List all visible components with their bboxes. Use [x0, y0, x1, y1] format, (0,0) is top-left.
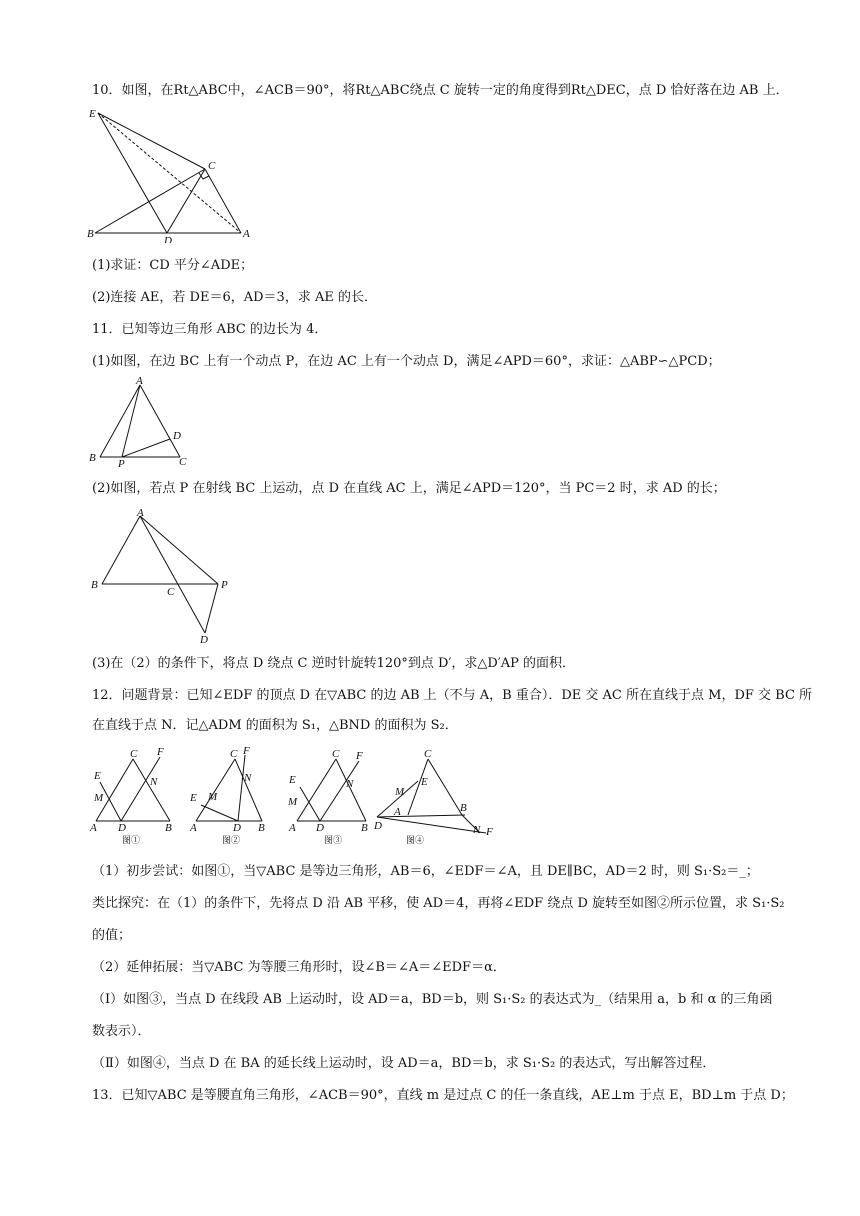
q11-f2-label-d: D: [200, 634, 208, 646]
q12-caption-1: 图①: [122, 835, 141, 845]
q12-f4-label-f: F: [486, 826, 493, 838]
q12-f1-label-f: F: [157, 746, 164, 758]
q12-f2-label-b: B: [258, 822, 265, 834]
q12-f2-label-n: N: [244, 772, 252, 784]
q11-part3: (3)在（2）的条件下，将点 D 绕点 C 逆时针旋转120°到点 D′，求△D′AP 的面积．: [92, 656, 576, 671]
q10-label-e: E: [89, 108, 96, 120]
q11-f2-label-p: P: [221, 579, 228, 591]
q10-label-b: B: [87, 228, 94, 240]
q12-p2a: 类比探究：在（1）的条件下，先将点 D 沿 AB 平移，使 AD＝4，再将∠EDF 绕点 D 旋转至如图②所示位置，求 S₁·S₂: [92, 896, 785, 911]
q12-f2-label-d: D: [233, 822, 241, 834]
q10-label-c: C: [208, 160, 216, 172]
q11-f2-label-c: C: [167, 586, 175, 598]
q11-part1: (1)如图，在边 BC 上有一个动点 P，在边 AC 上有一个动点 D，满足∠APD＝60°，求证：△ABP∽△PCD；: [92, 354, 721, 369]
q12-f3-label-n: N: [346, 778, 354, 790]
q10-label-d: D: [164, 235, 172, 243]
q11-f2-label-a: A: [137, 507, 144, 519]
q12-f3-label-a: A: [289, 822, 296, 834]
q12-caption-2: 图②: [222, 835, 241, 845]
q12-p4b: 数表示）．: [92, 1024, 151, 1039]
q12-caption-4: 图④: [406, 835, 425, 845]
q12-f2-label-c: C: [230, 748, 238, 760]
q12-f2-label-m: M: [208, 791, 218, 803]
q12-f3-label-e: E: [289, 774, 296, 786]
q12-f1-label-b: B: [165, 822, 172, 834]
q12-p1: （1）初步尝试：如图①，当▽ABC 是等边三角形，AB＝6，∠EDF＝∠A，且 DE∥BC，AD＝2 时，则 S₁·S₂＝_；: [92, 864, 759, 879]
q11-f2-label-b: B: [91, 579, 98, 591]
q12-text-2: 在直线于点 N．记△ADM 的面积为 S₁，△BND 的面积为 S₂．: [92, 718, 458, 733]
q12-p2b: 的值；: [92, 928, 132, 943]
q11-part2: (2)如图，若点 P 在射线 BC 上运动，点 D 在直线 AC 上，满足∠APD＝120°，当 PC＝2 时，求 AD 的长；: [92, 481, 726, 496]
q11-figure-2: [85, 503, 245, 646]
q12-f1-label-a: A: [90, 822, 97, 834]
q12-f1-label-e: E: [94, 770, 101, 782]
q10-figure: [85, 103, 260, 243]
q12-caption-3: 图③: [324, 835, 343, 845]
q12-f3-label-d: D: [316, 822, 324, 834]
q10-label-a: A: [243, 228, 250, 240]
q11-f1-label-a: A: [136, 375, 143, 387]
q12-p4a: （Ⅰ）如图③，当点 D 在线段 AB 上运动时，设 AD＝a，BD＝b，则 S₁·S₂ 的表达式为_（结果用 a，b 和 α 的三角函: [92, 992, 773, 1007]
q12-f3-label-m: M: [288, 796, 298, 808]
q12-figures: [88, 745, 508, 855]
q12-f3-label-f: F: [356, 750, 363, 762]
q10-part1: (1)求证：CD 平分∠ADE；: [92, 258, 254, 273]
q12-f4-label-n: N: [473, 824, 481, 836]
q12-f1-label-c: C: [130, 748, 138, 760]
q12-p3: （2）延伸拓展：当▽ABC 为等腰三角形时，设∠B＝∠A＝∠EDF＝α．: [92, 960, 506, 975]
q12-f1-label-n: N: [150, 776, 158, 788]
q12-f3-label-c: C: [332, 748, 340, 760]
q12-f1-label-m: M: [94, 792, 104, 804]
q12-f2-label-e: E: [190, 792, 197, 804]
q12-f1-label-d: D: [118, 822, 126, 834]
q12-f4-label-a: A: [394, 806, 401, 818]
q10-part2: (2)连接 AE，若 DE＝6，AD＝3，求 AE 的长．: [92, 290, 377, 305]
q12-f2-label-a: A: [190, 822, 197, 834]
q12-f4-label-c: C: [424, 748, 432, 760]
q12-f2-label-f: F: [243, 745, 250, 757]
q13-text: 13．已知▽ABC 是等腰直角三角形，∠ACB＝90°，直线 m 是过点 C 的任一条直线，AE⊥m 于点 E，BD⊥m 于点 D；: [92, 1088, 794, 1103]
q11-text: 11．已知等边三角形 ABC 的边长为 4．: [92, 322, 328, 337]
q12-f4-label-d: D: [374, 820, 382, 832]
q11-f1-label-b: B: [89, 452, 96, 464]
q10-text: 10．如图，在Rt△ABC中，∠ACB＝90°，将Rt△ABC绕点 C 旋转一定的角度得到Rt△DEC，点 D 恰好落在边 AB 上．: [92, 83, 789, 98]
q12-p5: （Ⅱ）如图④，当点 D 在 BA 的延长线上运动时，设 AD＝a，BD＝b，求 S₁·S₂ 的表达式，写出解答过程．: [92, 1056, 716, 1071]
q12-f3-label-b: B: [361, 822, 368, 834]
q12-f4-label-e: E: [421, 776, 428, 788]
q12-f4-label-m: M: [395, 786, 405, 798]
q11-figure-1: [85, 375, 205, 470]
q12-f4-label-b: B: [460, 802, 467, 814]
q11-f1-label-p: P: [118, 458, 125, 470]
q12-text-1: 12．问题背景：已知∠EDF 的顶点 D 在▽ABC 的边 AB 上（不与 A，B 重合）．DE 交 AC 所在直线于点 M，DF 交 BC 所: [92, 688, 813, 703]
q11-f1-label-d: D: [173, 430, 181, 442]
q11-f1-label-c: C: [179, 456, 187, 468]
